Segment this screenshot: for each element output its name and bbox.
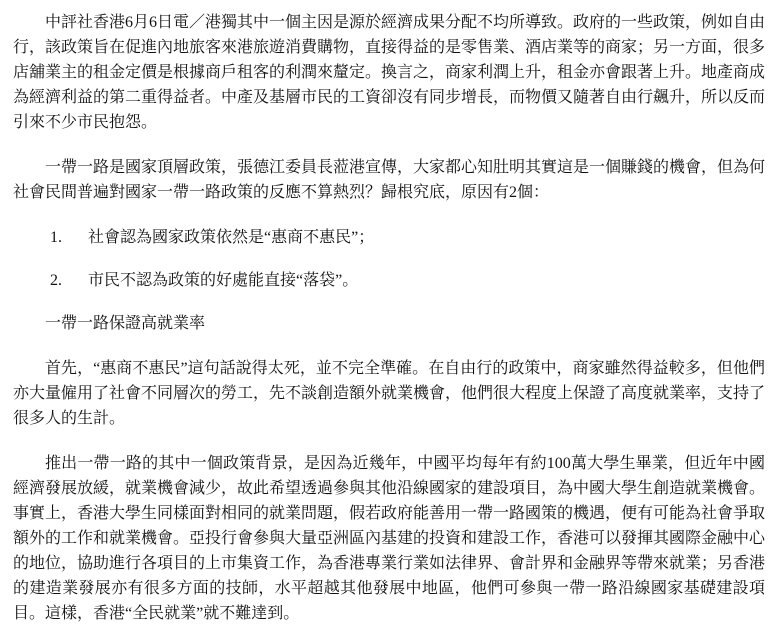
paragraph-policy-background: 推出一帶一路的其中一個政策背景，是因為近幾年，中國平均每年有約100萬大學生畢業，但近年中國經濟發展放緩，就業機會減少，故此希望透過參與其他沿線國家的建設項目，為中國大學生創造就業機會。事實上，香港大學生同樣面對相同的就業問題，假若政府能善用一帶一路國策的機遇，便有可能為社會爭取額外的工作和就業機會。亞投行會參與大量亞洲區內基建的投資和建設工作，香港可以發揮其國際金融中心的地位，協助進行各項目的上市集資工作，為香港專業行業如法律界、會計界和金融界等帶來就業；另香港的建造業發展亦有很多方面的技師，水平超越其他發展中地區，他們可參與一帶一路沿線國家基礎建設項目。這樣，香港“全民就業”就不難達到。 bbox=[13, 455, 766, 622]
list-item-1-text: 社會認為國家政策依然是“惠商不惠民”； bbox=[88, 229, 375, 246]
list-item-2-number: 2. bbox=[50, 272, 62, 289]
list-item-2 bbox=[13, 268, 765, 293]
list-item-1 bbox=[13, 225, 765, 250]
paragraph-belt-road-policy: 一帶一路是國家頂層政策，張德江委員長蒞港宣傳，大家都心知肚明其實這是一個賺錢的機會，但為何社會民間普遍對國家一帶一路政策的反應不算熱烈？歸根究底，原因有2個： bbox=[13, 159, 766, 201]
paragraph-intro: 中評社香港6月6日電／港獨其中一個主因是源於經濟成果分配不均所導致。政府的一些政策，例如自由行，該政策旨在促進內地旅客來港旅遊消費購物，直接得益的是零售業、酒店業等的商家；另一方面，很多店舖業主的租金定價是根據商戶租客的利潤來釐定。換言之，商家利潤上升，租金亦會跟著上升。地產商成為經濟利益的第二重得益者。中產及基層市民的工資卻沒有同步增長，而物價又隨著自由行飆升，所以反而引來不少市民抱怨。 bbox=[13, 14, 766, 131]
section-heading-employment: 一帶一路保證高就業率 bbox=[45, 315, 206, 332]
list-item-1-number: 1. bbox=[50, 229, 62, 246]
list-item-2-text: 市民不認為政策的好處能直接“落袋”。 bbox=[88, 272, 359, 289]
paragraph-first-point: 首先，“惠商不惠民”這句話說得太死，並不完全準確。在自由行的政策中，商家雖然得益較多，但他們亦大量僱用了社會不同層次的勞工，先不談創造額外就業機會，他們很大程度上保證了高度就業率，支持了很多人的生計。 bbox=[13, 360, 766, 427]
